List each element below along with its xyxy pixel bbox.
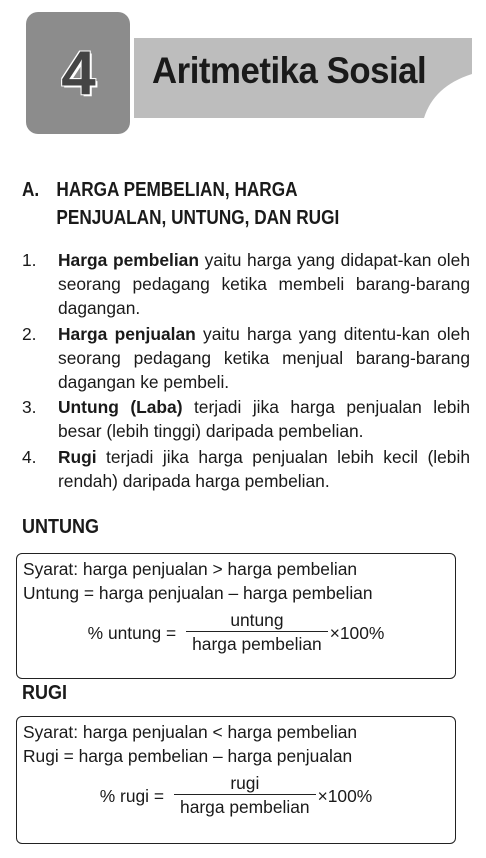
chapter-number: 4 bbox=[61, 38, 95, 108]
list-item-number: 1. bbox=[22, 250, 37, 270]
rugi-condition: Syarat: harga penjualan < harga pembelian bbox=[23, 722, 358, 742]
section-heading bbox=[22, 176, 400, 232]
definition-list bbox=[22, 248, 470, 494]
chapter-number-box bbox=[26, 12, 130, 134]
fraction-denominator: harga pembelian bbox=[180, 797, 310, 818]
list-item-body bbox=[58, 248, 470, 321]
untung-fraction bbox=[186, 609, 328, 656]
list-item-text: yaitu harga yang ditentu-kan oleh seorang pedagang ketika menjual barang-barang dagangan ke pembeli. bbox=[58, 323, 470, 393]
list-item-body bbox=[58, 395, 470, 443]
chapter-title-bar bbox=[134, 38, 472, 118]
list-item-term: Rugi bbox=[58, 446, 97, 467]
list-item-text: yaitu harga yang didapat-kan oleh seorang pedagang ketika membeli barang-barang dagangan. bbox=[58, 250, 470, 319]
list-item-number: 3. bbox=[22, 397, 37, 418]
chapter-title: Aritmetika Sosial bbox=[152, 50, 427, 91]
untung-heading: UNTUNG bbox=[22, 516, 99, 538]
list-item-body bbox=[58, 445, 470, 493]
section-title: HARGA PEMBELIAN, HARGA PENJUALAN, UNTUNG, DAN RUGI bbox=[56, 179, 340, 229]
list-item bbox=[22, 248, 470, 321]
list-item-term: Harga penjualan bbox=[58, 323, 196, 344]
untung-percent-formula bbox=[23, 609, 449, 656]
rugi-percent-label: % rugi = bbox=[99, 785, 165, 806]
list-item-text: terjadi jika harga penjualan lebih besar (lebih tinggi) daripada pembelian. bbox=[58, 397, 470, 442]
list-item bbox=[22, 322, 470, 395]
list-item bbox=[22, 395, 470, 443]
untung-condition: Syarat: harga penjualan > harga pembelian bbox=[23, 559, 358, 579]
list-item-text: terjadi jika harga penjualan lebih kecil (lebih rendah) daripada harga pembelian. bbox=[58, 446, 470, 491]
untung-multiplier: ×100% bbox=[329, 622, 385, 643]
fraction-denominator: harga pembelian bbox=[192, 634, 322, 655]
list-item-term: Untung (Laba) bbox=[58, 397, 183, 418]
list-item-term: Harga pembelian bbox=[58, 250, 199, 270]
list-item bbox=[22, 445, 470, 493]
fraction-numerator: rugi bbox=[230, 773, 260, 793]
untung-percent-label: % untung = bbox=[87, 622, 177, 643]
rugi-fraction bbox=[174, 772, 316, 819]
rugi-heading: RUGI bbox=[22, 682, 67, 704]
list-item-body bbox=[58, 322, 470, 395]
rugi-percent-formula bbox=[23, 772, 449, 819]
section-letter: A. bbox=[22, 179, 40, 201]
fraction-numerator: untung bbox=[230, 610, 284, 630]
list-item-number: 2. bbox=[22, 323, 37, 344]
untung-formula: Untung = harga penjualan – harga pembelian bbox=[23, 583, 373, 603]
list-item-number: 4. bbox=[22, 446, 37, 467]
rugi-formula-box bbox=[16, 716, 456, 844]
rugi-formula: Rugi = harga pembelian – harga penjualan bbox=[23, 746, 353, 766]
rugi-multiplier: ×100% bbox=[317, 785, 373, 806]
untung-formula-box bbox=[16, 553, 456, 679]
